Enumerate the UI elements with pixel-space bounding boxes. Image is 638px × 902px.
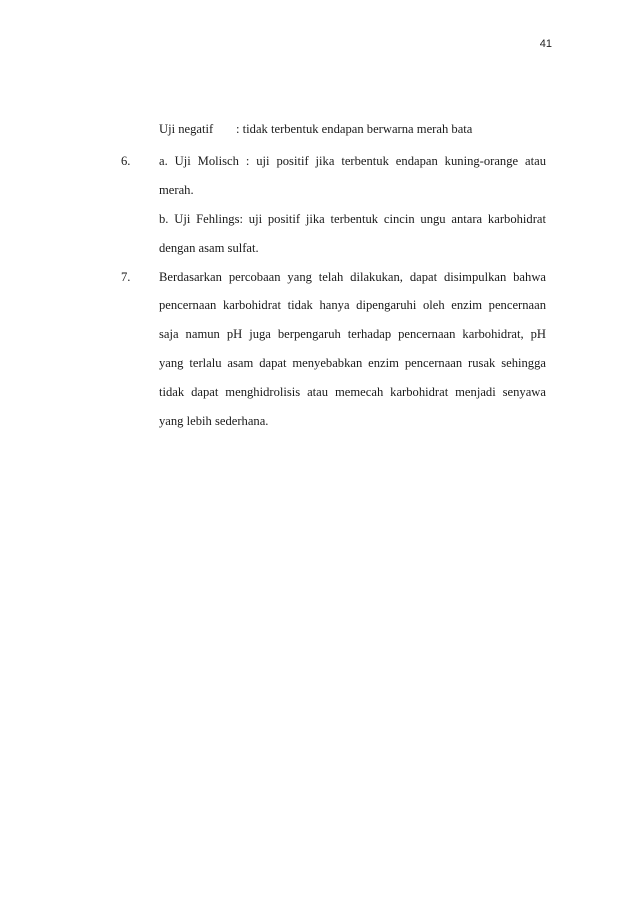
item-7-line-1: Berdasarkan percobaan yang telah dilakukan, dapat disimpulkan bahwa [159, 270, 546, 284]
uji-negatif-label: Uji negatif [159, 122, 214, 136]
item-7-line-6: yang lebih sederhana. [159, 414, 269, 428]
item-6-number: 6. [121, 154, 131, 168]
item-7-line-2: pencernaan karbohidrat tidak hanya dipengaruhi oleh enzim pencernaan [159, 298, 546, 312]
uji-negatif-line [159, 121, 546, 137]
item-6-line-1: a. Uji Molisch : uji positif jika terbentuk endapan kuning-orange atau [159, 154, 546, 168]
uji-negatif-text: : tidak terbentuk endapan berwarna merah bata [236, 122, 473, 136]
page-number: 41 [539, 38, 552, 50]
item-7-line-4: yang terlalu asam dapat menyebabkan enzim pencernaan rusak sehingga [159, 356, 546, 370]
item-6-line-2: merah. [159, 183, 194, 197]
item-6-line-4: dengan asam sulfat. [159, 241, 259, 255]
item-7-line-3: saja namun pH juga berpengaruh terhadap pencernaan karbohidrat, pH [159, 327, 546, 341]
item-7-line-5: tidak dapat menghidrolisis atau memecah karbohidrat menjadi senyawa [159, 385, 546, 399]
item-6-line-3: b. Uji Fehlings: uji positif jika terbentuk cincin ungu antara karbohidrat [159, 212, 546, 226]
item-7-number: 7. [121, 270, 131, 284]
